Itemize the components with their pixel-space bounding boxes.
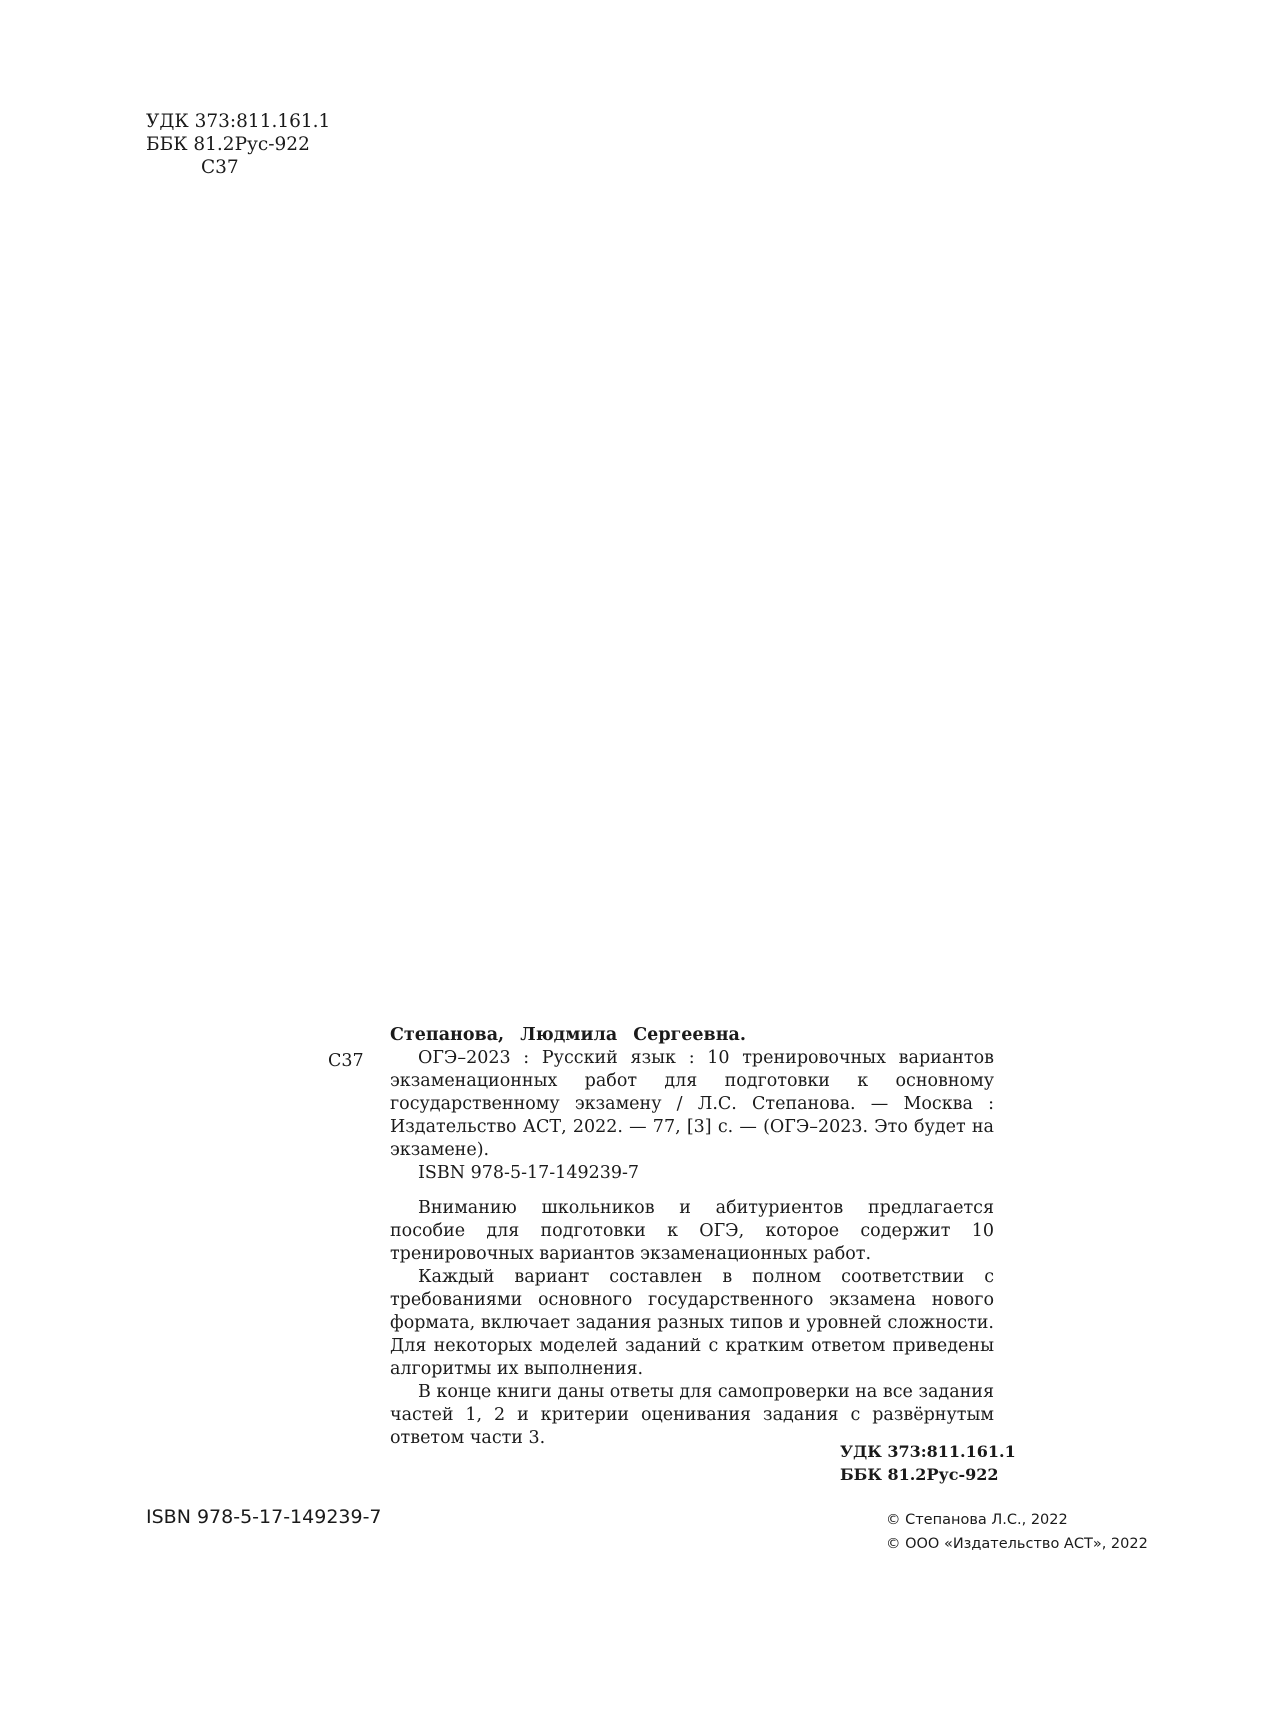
bbk-code: ББК 81.2Рус-922 [840, 1465, 999, 1484]
entry-cutter-mark: С37 [328, 1051, 364, 1071]
classification-codes-top [146, 110, 330, 179]
bbk-code: ББК 81.2Рус-922 [146, 134, 310, 155]
annotation [390, 1197, 994, 1450]
copyright-author: © Степанова Л.С., 2022 [886, 1512, 1068, 1528]
author-heading: Степанова, Людмила Сергеевна. [390, 1025, 746, 1045]
annotation-paragraph: Вниманию школьников и абитуриентов предлагается пособие для подготовки к ОГЭ, которое содержит 10 тренировочных вариантов экзаменационных работ. [390, 1198, 994, 1264]
copyright-publisher: © ООО «Издательство АСТ», 2022 [886, 1536, 1148, 1552]
entry-isbn: ISBN 978-5-17-149239-7 [418, 1163, 640, 1183]
classification-codes-bottom [840, 1440, 1016, 1486]
cutter-code: С37 [201, 157, 239, 178]
udk-code: УДК 373:811.161.1 [840, 1442, 1016, 1461]
annotation-paragraph: Каждый вариант составлен в полном соответствии с требованиями основного государственного экзамена нового формата, включает задания разных типов и уровней сложности. Для некоторых моделей заданий с кратким ответом приведены алгоритмы их выполнения. [390, 1267, 994, 1379]
isbn-footer: ISBN 978-5-17-149239-7 [146, 1506, 382, 1528]
annotation-paragraph: В конце книги даны ответы для самопроверки на все задания частей 1, 2 и критерии оценивания задания с развёрнутым ответом части 3. [390, 1382, 994, 1448]
bibliographic-description: ОГЭ–2023 : Русский язык : 10 тренировочных вариантов экзаменационных работ для подготовки к основному государственному экзамену / Л.С. Степанова. — Москва : Издательство АСТ, 2022. — 77, [3] с. — (ОГЭ–2023. Это будет на экзамене). [390, 1048, 994, 1160]
copyright-notices [886, 1508, 1148, 1556]
udk-code: УДК 373:811.161.1 [146, 111, 331, 132]
catalog-entry [390, 1024, 994, 1450]
